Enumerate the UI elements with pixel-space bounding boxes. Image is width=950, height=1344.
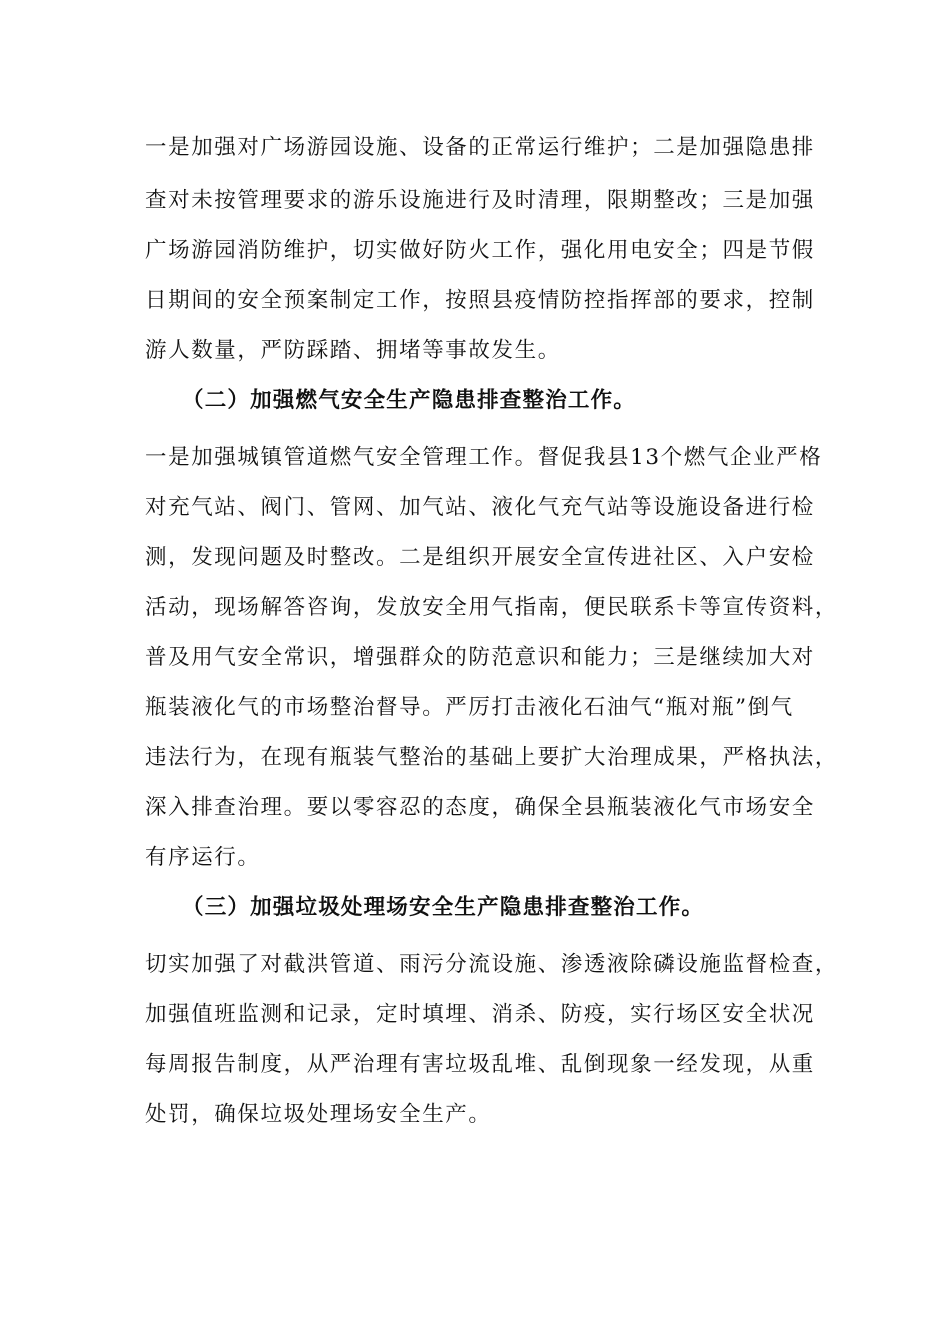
paragraph-1-line-4: 日期间的安全预案制定工作，按照县疫情防控指挥部的要求，控制 — [145, 288, 815, 313]
paragraph-1-line-1: 一是加强对广场游园设施、设备的正常运行维护；二是加强隐患排 — [145, 135, 815, 160]
paragraph-2-line-5: 普及用气安全常识，增强群众的防范意识和能力；三是继续加大对 — [145, 645, 815, 670]
paragraph-1-line-5: 游人数量，严防踩踏、拥堵等事故发生。 — [145, 338, 561, 363]
paragraph-2-line-1: 一是加强城镇管道燃气安全管理工作。督促我县13个燃气企业严格 — [145, 445, 823, 470]
section-heading-2: （二）加强燃气安全生产隐患排查整治工作。 — [182, 388, 637, 413]
paragraph-1-line-2: 查对未按管理要求的游乐设施进行及时清理，限期整改；三是加强 — [145, 188, 815, 213]
paragraph-2-line-3: 测，发现问题及时整改。二是组织开展安全宣传进社区、入户安检 — [145, 545, 815, 570]
paragraph-3-line-1: 切实加强了对截洪管道、雨污分流设施、渗透液除磷设施监督检查， — [145, 952, 839, 977]
paragraph-2-line-7: 违法行为，在现有瓶装气整治的基础上要扩大治理成果，严格执法， — [145, 745, 839, 770]
paragraph-3-line-4: 处罚，确保垃圾处理场安全生产。 — [145, 1102, 492, 1127]
paragraph-2-line-4: 活动，现场解答咨询，发放安全用气指南，便民联系卡等宣传资料， — [145, 595, 839, 620]
paragraph-1-line-3: 广场游园消防维护，切实做好防火工作，强化用电安全；四是节假 — [145, 238, 815, 263]
paragraph-3-line-2: 加强值班监测和记录，定时填埋、消杀、防疫，实行场区安全状况 — [145, 1002, 815, 1027]
paragraph-2-line-6: 瓶装液化气的市场整治督导。严厉打击液化石油气“瓶对瓶”倒气 — [145, 695, 794, 720]
section-heading-3: （三）加强垃圾处理场安全生产隐患排查整治工作。 — [182, 895, 705, 920]
paragraph-2-line-2: 对充气站、阀门、管网、加气站、液化气充气站等设施设备进行检 — [145, 495, 815, 520]
paragraph-2-line-8: 深入排查治理。要以零容忍的态度，确保全县瓶装液化气市场安全 — [145, 795, 815, 820]
paragraph-3-line-3: 每周报告制度，从严治理有害垃圾乱堆、乱倒现象一经发现，从重 — [145, 1052, 815, 1077]
paragraph-2-line-9: 有序运行。 — [145, 845, 261, 870]
